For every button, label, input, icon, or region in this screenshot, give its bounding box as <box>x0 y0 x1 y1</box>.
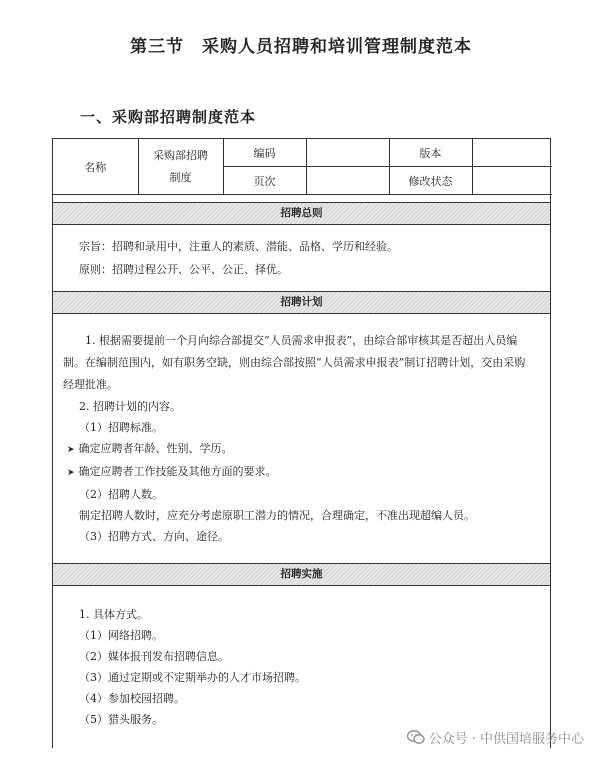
version-label: 版本 <box>389 139 472 167</box>
page-title <box>0 32 602 57</box>
impl-item: 1. 具体方式。 <box>79 608 148 621</box>
pages-value <box>306 167 389 195</box>
name-value-line1: 采购部招聘 <box>153 148 208 162</box>
document-frame <box>52 138 551 748</box>
pages-label: 页次 <box>223 167 306 195</box>
impl-item: （3）通过定期或不定期举办的人才市场招聘。 <box>79 671 306 684</box>
plan-section-body <box>53 314 550 563</box>
page-title-text: 采购人员招聘和培训管理制度范本 <box>202 37 472 57</box>
revision-label: 修改状态 <box>389 167 472 195</box>
name-value <box>138 139 223 195</box>
watermark <box>407 728 584 749</box>
plan-bullet-text: 确定应聘者年龄、性别、学历。 <box>78 442 233 455</box>
name-value-line2: 制度 <box>169 170 192 184</box>
plan-item: 2. 招聘计划的内容。 <box>79 400 181 413</box>
arrow-bullet-icon: ➤ <box>67 468 75 478</box>
section-bar-implementation: 招聘实施 <box>53 563 550 586</box>
code-value <box>306 139 389 167</box>
plan-item: 制定招聘人数时，应充分考虑原职工潜力的情况，合理确定，不准出现超编人员。 <box>79 509 475 522</box>
plan-bullet-item <box>67 438 536 461</box>
watermark-text: 公众号 · 中供国培服务中心 <box>428 732 584 747</box>
wechat-icon <box>407 730 425 749</box>
plan-bullet-text: 确定应聘者工作技能及其他方面的要求。 <box>78 465 277 478</box>
version-value <box>472 139 552 167</box>
meta-table <box>53 139 552 195</box>
arrow-bullet-icon: ➤ <box>67 445 75 455</box>
plan-item: （1）招聘标准。 <box>79 421 163 434</box>
impl-item: （1）网络招聘。 <box>79 629 163 642</box>
impl-item: （4）参加校园招聘。 <box>79 692 185 705</box>
general-line-purpose: 宗旨：招聘和录用中，注重人的素质、潜能、品格、学历和经验。 <box>79 240 398 253</box>
revision-value <box>472 167 552 195</box>
plan-bullet-item <box>67 461 536 484</box>
section-bar-plan: 招聘计划 <box>53 291 550 314</box>
section-number: 第三节 <box>130 37 184 57</box>
general-section-body <box>53 225 550 291</box>
general-line-principle: 原则：招聘过程公开、公平、公正、择优。 <box>79 263 288 276</box>
plan-item: （2）招聘人数。 <box>79 488 163 501</box>
implementation-section-body <box>53 586 550 730</box>
name-label: 名称 <box>53 139 138 195</box>
section-bar-general: 招聘总则 <box>53 202 550 225</box>
section-heading: 一、采购部招聘制度范本 <box>80 108 257 126</box>
impl-item: （5）猎头服务。 <box>79 713 163 726</box>
plan-item: （3）招聘方式、方向、途径。 <box>79 530 229 543</box>
impl-item: （2）媒体报刊发布招聘信息。 <box>79 650 229 663</box>
code-label: 编码 <box>223 139 306 167</box>
plan-paragraph-1: 1. 根据需要提前一个月向综合部提交“人员需求申报表”，由综合部审核其是否超出人员编制。在编制范围内，如有职务空缺，则由综合部按照“人员需求申报表”制订招聘计划，交由采购经理批准。 <box>63 334 526 391</box>
